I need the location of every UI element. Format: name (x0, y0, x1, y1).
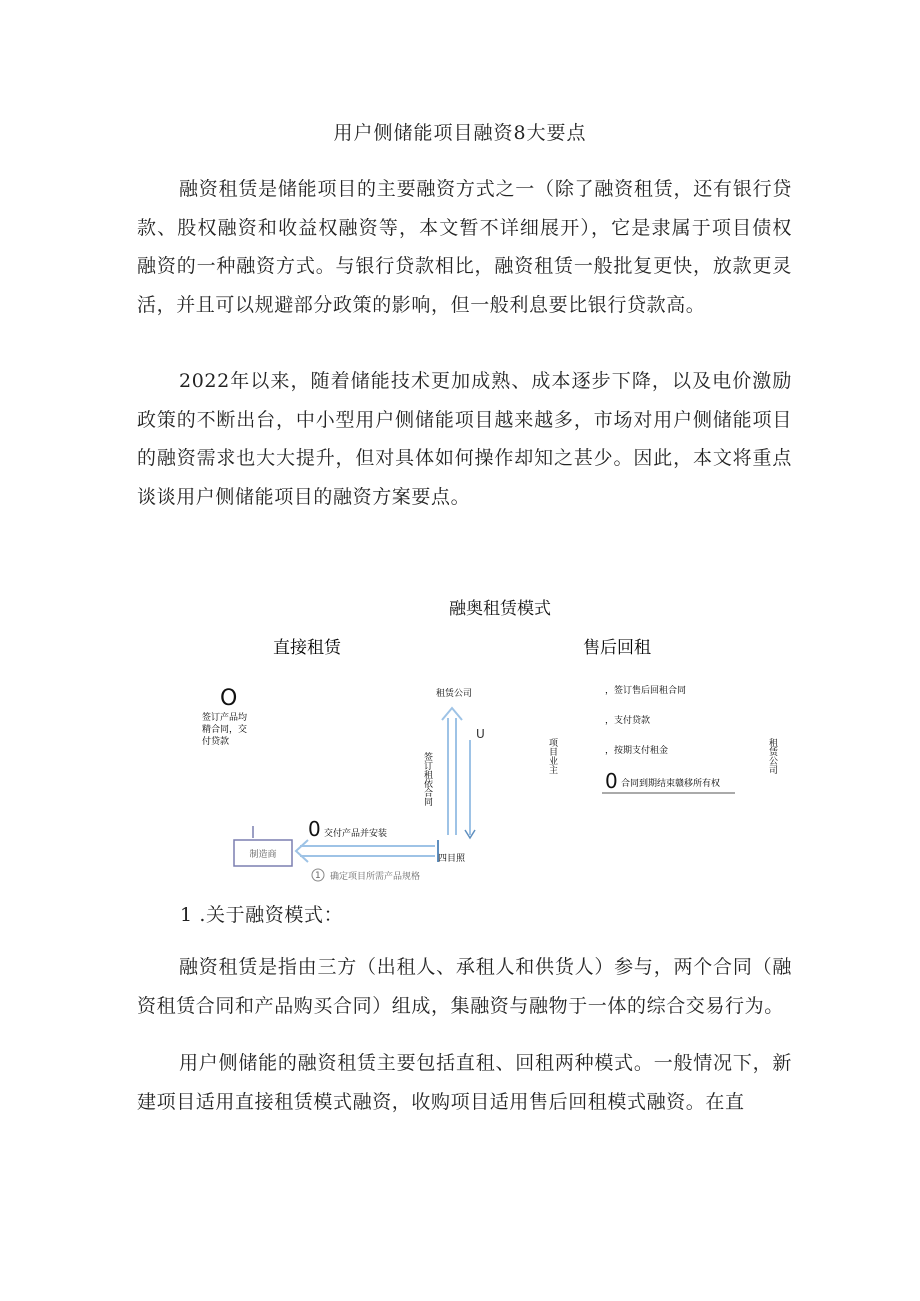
document-title: 用户侧储能项目融资8大要点 (333, 122, 587, 144)
leaseback-item-2: ，支付贷款 (605, 716, 651, 726)
delivery-marker: 0 (308, 817, 321, 841)
direct-lease-heading: 直接租赁 (273, 638, 341, 658)
step-text-line-2: 精合同，交 (202, 725, 248, 735)
paragraph-2: 2022年以来，随着储能技术更加成熟、成本逐步下降，以及电价激励政策的不断出台，中小型用户侧储能项目越来越多，市场对用户侧储能项目的融资需求也大大提升，但对具体如何操作却知之甚少。因此，本文将重点谈谈用户侧储能项目的融资方案要点。 (137, 370, 792, 508)
leaseback-left-party: 项目业主 (547, 738, 557, 774)
leasing-mode-diagram (190, 590, 810, 890)
leaseback-heading: 售后回租 (583, 638, 651, 658)
leaseback-item-3: ，按期支付租金 (605, 746, 669, 756)
diagram-title: 融奥租赁模式 (449, 599, 551, 619)
vertical-arrow (442, 708, 475, 838)
leaseback-final-text: 合同到期结束赣移所有权 (621, 779, 721, 789)
leaseback-final-marker: 0 (605, 769, 618, 793)
delivery-text: 交付产品并安装 (324, 829, 388, 839)
project-label: 四目照 (438, 854, 466, 864)
leaseback-right-party: 租赁公司 (767, 738, 777, 774)
manufacturer-label: 制造商 (249, 850, 277, 860)
step-text-line-1: 签订产品均 (202, 713, 248, 723)
section-heading: 1 .关于融资模式： (180, 904, 344, 926)
paragraph-3: 融资租赁是指由三方（出租人、承租人和供货人）参与，两个合同（融资租赁合同和产品购买合同）组成，集融资与融物于一体的综合交易行为。 (137, 956, 792, 1017)
paragraph-1: 融资租赁是储能项目的主要融资方式之一（除了融资租赁，还有银行贷款、股权融资和收益权融资等，本文暂不详细展开），它是隶属于项目债权融资的一种融资方式。与银行贷款相比，融资租赁一般批复更快，放款更灵活，并且可以规避部分政策的影响，但一般利息要比银行贷款高。 (137, 178, 792, 316)
lessor-label: 租赁公司 (436, 689, 473, 699)
paragraph-4: 用户侧储能的融资租赁主要包括直租、回租两种模式。一般情况下，新建项目适用直接租赁模式融资，收购项目适用售后回租模式融资。在直 (137, 1052, 792, 1113)
confirm-text: 确定项目所需产品规格 (330, 872, 421, 882)
leaseback-item-1: ，签订售后回租合同 (605, 686, 687, 696)
arrow-mark-u: U (476, 727, 485, 741)
confirm-marker: 1 (315, 871, 321, 881)
step-text-line-3: 付贷款 (202, 737, 230, 747)
vertical-contract-text: 签订租依合同 (422, 752, 432, 806)
horizontal-arrow (296, 840, 438, 862)
step-marker-o: O (220, 686, 238, 711)
